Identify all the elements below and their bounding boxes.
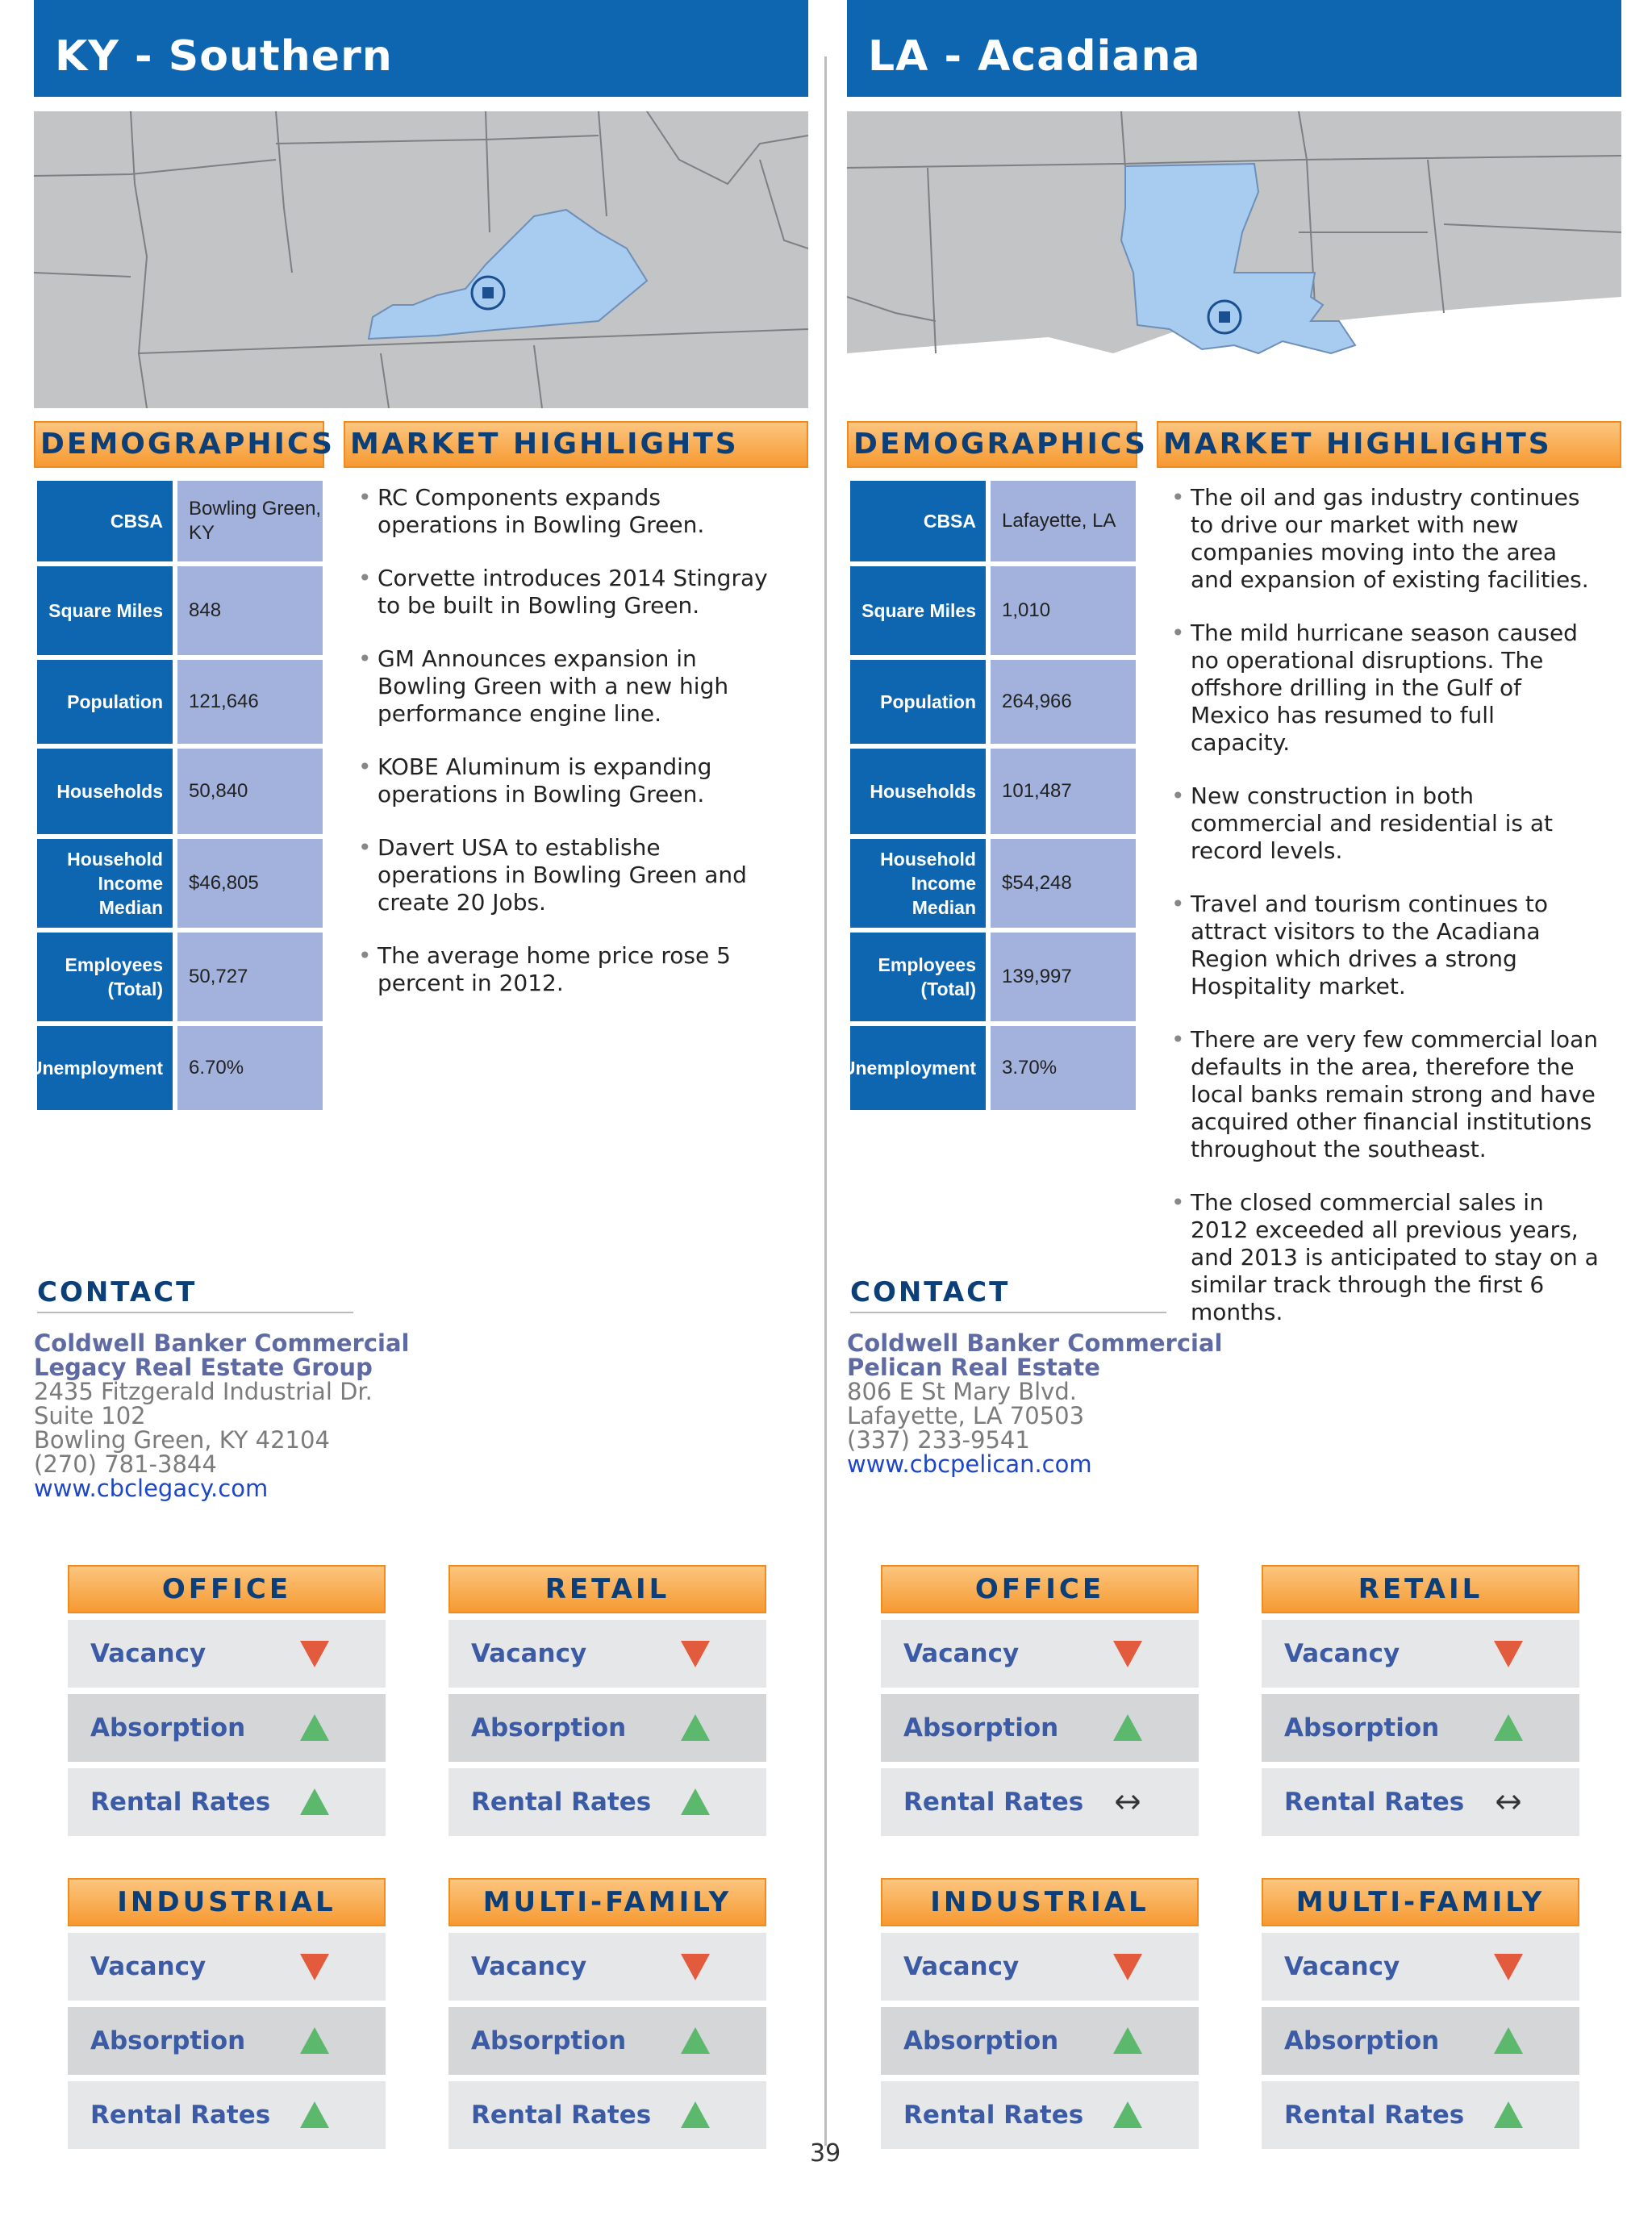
trend-up-icon [679, 2099, 711, 2131]
trend-row-label: Absorption [471, 1713, 627, 1742]
trend-down-icon [679, 1951, 711, 1983]
trend-tile-heading [1262, 1878, 1579, 1926]
contact-block [34, 1331, 410, 1500]
trend-row-label: Rental Rates [903, 2101, 1084, 2130]
trend-row [448, 1933, 766, 2001]
highlight-item: • The oil and gas industry continues to drive our market with new companies moving into the area and expansion of existing facilities. [1171, 484, 1599, 594]
trend-row-label: Absorption [90, 1713, 246, 1742]
trend-up-icon [1112, 2099, 1144, 2131]
trend-row [68, 1694, 386, 1762]
highlight-item: • The mild hurricane season caused no operational disruptions. The offshore drilling in the Gulf of Mexico has resumed to full capacity. [1171, 620, 1599, 757]
page-number: 39 [810, 2139, 841, 2168]
trend-up-icon [1492, 2025, 1525, 2057]
trend-up-icon [679, 2025, 711, 2057]
contact-phone: (337) 233-9541 [847, 1426, 1030, 1454]
contact-address-line: Lafayette, LA 70503 [847, 1402, 1085, 1429]
highlight-item: • There are very few commercial loan defaults in the area, therefore the local banks remain strong and have acquired other financial institutions throughout the southeast. [1171, 1026, 1599, 1163]
trend-row [1262, 2007, 1579, 2075]
trend-row [1262, 1933, 1579, 2001]
contact-firm-subname: Pelican Real Estate [847, 1354, 1100, 1381]
demographic-row-household-income: Household Income Median $54,248 [850, 839, 1137, 928]
contact-website-link[interactable]: www.cbcpelican.com [847, 1450, 1092, 1478]
contact-block [847, 1331, 1223, 1476]
demographic-row-household-income: Household Income Median $46,805 [37, 839, 324, 928]
trend-tile-industrial [881, 1878, 1199, 2149]
trend-row [68, 1933, 386, 2001]
contact-address-line: 2435 Fitzgerald Industrial Dr. [34, 1378, 373, 1405]
trend-row-label: Rental Rates [471, 2101, 652, 2130]
trend-up-icon [298, 1712, 331, 1744]
trend-tile-heading [1262, 1565, 1579, 1613]
contact-address-line: Bowling Green, KY 42104 [34, 1426, 330, 1454]
highlight-item: • Travel and tourism continues to attract visitors to the Acadiana Region which drives a strong Hospitality market. [1171, 891, 1599, 1000]
trend-row [448, 1768, 766, 1836]
contact-firm-name: Coldwell Banker Commercial [847, 1329, 1223, 1357]
contact-heading: CONTACT [850, 1276, 1166, 1313]
trend-row-label: Absorption [90, 2026, 246, 2055]
demographics-heading: DEMOGRAPHICS [34, 421, 324, 468]
market-title-bar [34, 0, 808, 97]
trend-up-icon [1112, 2025, 1144, 2057]
trend-row [1262, 2081, 1579, 2149]
trend-tile-retail [1262, 1565, 1579, 1836]
demographic-row-population: Population 121,646 [37, 660, 324, 744]
trend-row [68, 1620, 386, 1688]
demographic-row-square-miles: Square Miles 1,010 [850, 566, 1137, 655]
trend-tile-title: RETAIL [544, 1573, 670, 1605]
trend-tile-title: RETAIL [1358, 1573, 1483, 1605]
demographic-row-households: Households 50,840 [37, 749, 324, 834]
demographic-row-employees: Employees (Total) 50,727 [37, 933, 324, 1021]
trend-tile-title: MULTI-FAMILY [1295, 1886, 1546, 1918]
trend-down-icon [1492, 1638, 1525, 1670]
contact-firm-name: Coldwell Banker Commercial [34, 1329, 410, 1357]
trend-tile-heading [68, 1565, 386, 1613]
demographic-row-square-miles: Square Miles 848 [37, 566, 324, 655]
contact-phone: (270) 781-3844 [34, 1450, 217, 1478]
region-map [34, 111, 808, 408]
demographic-row-population: Population 264,966 [850, 660, 1137, 744]
trend-row-label: Absorption [1284, 2026, 1440, 2055]
trend-row [1262, 1694, 1579, 1762]
highlight-item: • Corvette introduces 2014 Stingray to be built in Bowling Green. [358, 565, 786, 620]
market-title-bar [847, 0, 1621, 97]
trend-tile-multi-family [448, 1878, 766, 2149]
contact-firm-subname: Legacy Real Estate Group [34, 1354, 373, 1381]
trend-down-icon [298, 1951, 331, 1983]
market-title: LA - Acadiana [868, 32, 1201, 81]
market-highlights-heading: MARKET HIGHLIGHTS [344, 421, 808, 468]
louisiana-map-image [847, 111, 1621, 408]
region-map [847, 111, 1621, 408]
trend-tile-industrial [68, 1878, 386, 2149]
contact-address-line: Suite 102 [34, 1402, 146, 1429]
trend-row [448, 1620, 766, 1688]
trend-tile-office [881, 1565, 1199, 1836]
trend-tile-heading [448, 1878, 766, 1926]
trend-down-icon [679, 1638, 711, 1670]
trend-down-icon [1492, 1951, 1525, 1983]
trend-tile-heading [448, 1565, 766, 1613]
contact-website-link[interactable]: www.cbclegacy.com [34, 1475, 269, 1502]
trend-down-icon [1112, 1951, 1144, 1983]
demographic-row-unemployment: Unemployment 6.70% [37, 1026, 324, 1110]
demographic-row-cbsa: CBSA Lafayette, LA [850, 481, 1137, 561]
trend-row [1262, 1768, 1579, 1836]
demographic-row-employees: Employees (Total) 139,997 [850, 933, 1137, 1021]
column-divider [824, 56, 827, 2146]
highlight-item: • New construction in both commercial and residential is at record levels. [1171, 782, 1599, 865]
trend-row [881, 1620, 1199, 1688]
contact-address-line: 806 E St Mary Blvd. [847, 1378, 1077, 1405]
trend-up-icon [298, 2025, 331, 2057]
trend-tile-title: INDUSTRIAL [117, 1886, 336, 1918]
trend-row-label: Rental Rates [1284, 1788, 1465, 1817]
trend-row-label: Vacancy [471, 1952, 587, 1981]
trend-up-icon [298, 2099, 331, 2131]
market-highlights-list [358, 484, 786, 1023]
trend-row-label: Rental Rates [1284, 2101, 1465, 2130]
trend-row-label: Rental Rates [90, 2101, 271, 2130]
highlight-item: • The closed commercial sales in 2012 exceeded all previous years, and 2013 is anticipated to stay on a similar track through the first 6 months. [1171, 1189, 1599, 1326]
highlight-item: • Davert USA to establishe operations in Bowling Green and create 20 Jobs. [358, 834, 786, 916]
trend-row [881, 1768, 1199, 1836]
trend-row-label: Absorption [1284, 1713, 1440, 1742]
demographic-row-households: Households 101,487 [850, 749, 1137, 834]
trend-flat-icon [1112, 1786, 1144, 1818]
trend-row-label: Vacancy [1284, 1639, 1400, 1668]
highlight-item: • KOBE Aluminum is expanding operations in Bowling Green. [358, 753, 786, 808]
trend-row-label: Rental Rates [90, 1788, 271, 1817]
trend-tile-title: MULTI-FAMILY [482, 1886, 732, 1918]
market-title: KY - Southern [55, 32, 393, 81]
kentucky-map-image [34, 111, 808, 408]
trend-down-icon [1112, 1638, 1144, 1670]
trend-row-label: Vacancy [903, 1952, 1020, 1981]
highlight-item: • GM Announces expansion in Bowling Green with a new high performance engine line. [358, 645, 786, 728]
trend-tile-title: OFFICE [161, 1573, 292, 1605]
trend-row-label: Absorption [903, 1713, 1059, 1742]
trend-row-label: Vacancy [1284, 1952, 1400, 1981]
trend-tile-title: OFFICE [974, 1573, 1105, 1605]
trend-tile-title: INDUSTRIAL [930, 1886, 1149, 1918]
trend-down-icon [298, 1638, 331, 1670]
market-highlights-heading: MARKET HIGHLIGHTS [1157, 421, 1621, 468]
trend-row [448, 2007, 766, 2075]
trend-tile-retail [448, 1565, 766, 1836]
demographic-row-cbsa: CBSA Bowling Green, KY [37, 481, 324, 561]
demographics-table [841, 481, 1137, 1115]
demographic-row-unemployment: Unemployment 3.70% [850, 1026, 1137, 1110]
trend-row-label: Vacancy [90, 1952, 206, 1981]
trend-up-icon [679, 1786, 711, 1818]
trend-row [448, 1694, 766, 1762]
trend-up-icon [1112, 1712, 1144, 1744]
market-column-left [28, 0, 808, 2220]
highlight-item: • The average home price rose 5 percent in 2012. [358, 942, 786, 997]
trend-tile-heading [881, 1565, 1199, 1613]
trend-up-icon [298, 1786, 331, 1818]
demographics-heading: DEMOGRAPHICS [847, 421, 1137, 468]
trend-row [1262, 1620, 1579, 1688]
trend-up-icon [1492, 1712, 1525, 1744]
trend-row [68, 2007, 386, 2075]
trend-row-label: Vacancy [903, 1639, 1020, 1668]
trend-row [68, 2081, 386, 2149]
trend-row [881, 2081, 1199, 2149]
trend-tile-heading [881, 1878, 1199, 1926]
trend-flat-icon [1492, 1786, 1525, 1818]
trend-row-label: Vacancy [90, 1639, 206, 1668]
trend-row-label: Absorption [471, 2026, 627, 2055]
demographics-table [28, 481, 324, 1115]
trend-tile-office [68, 1565, 386, 1836]
market-column-right [841, 0, 1621, 2220]
trend-row-label: Rental Rates [471, 1788, 652, 1817]
trend-tile-multi-family [1262, 1878, 1579, 2149]
trend-row-label: Absorption [903, 2026, 1059, 2055]
market-highlights-list [1171, 484, 1599, 1352]
trend-row-label: Vacancy [471, 1639, 587, 1668]
trend-row [448, 2081, 766, 2149]
trend-up-icon [679, 1712, 711, 1744]
trend-up-icon [1492, 2099, 1525, 2131]
trend-row [881, 1694, 1199, 1762]
trend-row [68, 1768, 386, 1836]
trend-row [881, 1933, 1199, 2001]
highlight-item: • RC Components expands operations in Bowling Green. [358, 484, 786, 539]
trend-tile-heading [68, 1878, 386, 1926]
trend-row-label: Rental Rates [903, 1788, 1084, 1817]
trend-row [881, 2007, 1199, 2075]
contact-heading: CONTACT [37, 1276, 353, 1313]
